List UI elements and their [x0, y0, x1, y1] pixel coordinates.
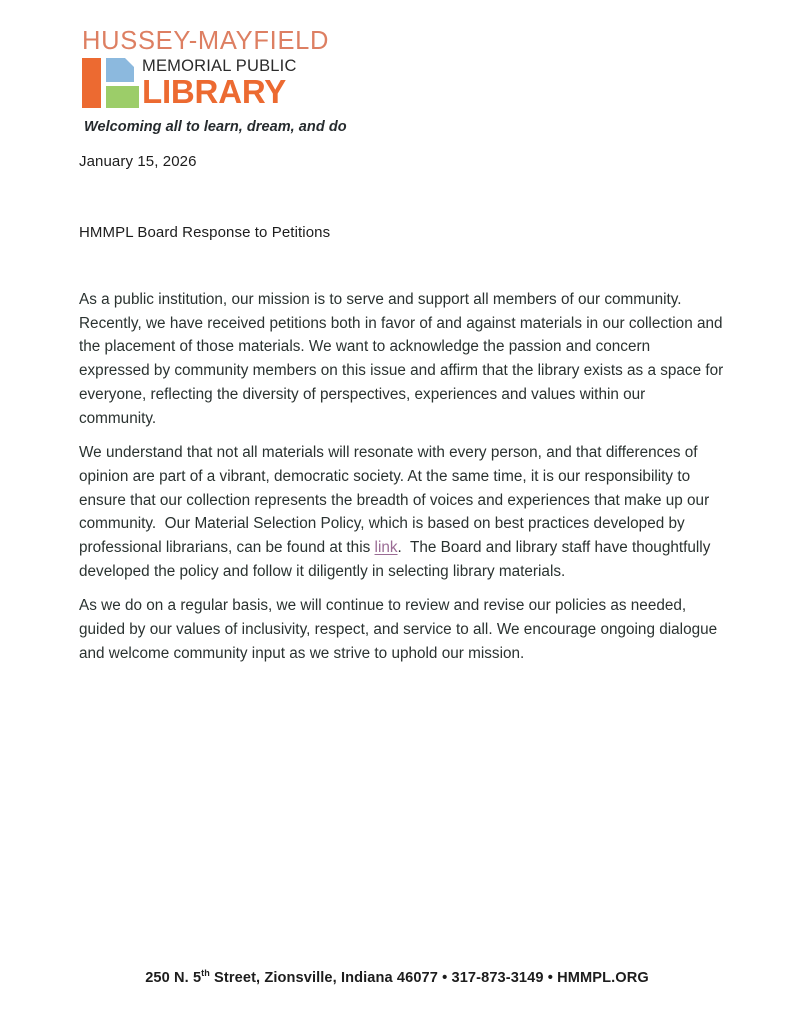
paragraph-2-text-before-link: We understand that not all materials will resonate with every person, and that differences of opinion are part of a vibrant, democratic society. At the same time, it is our responsibility to ensure that our collection represents the breadth of voices and experiences that make up our community. Our Material Selection Policy, which is based on best practices developed by professional librarians, can be found at this: [79, 444, 714, 557]
logo-wordmark-hussey-mayfield: HUSSEY-MAYFIELD: [82, 27, 330, 55]
logo-page-fold-corner-icon: [125, 58, 134, 67]
logo-wordmark-library: LIBRARY: [142, 73, 287, 111]
library-logo-icon: [82, 58, 134, 108]
footer-street-number: 250 N. 5: [145, 970, 202, 986]
letter-date: January 15, 2026: [79, 153, 197, 170]
footer-street-ordinal: th: [201, 968, 210, 979]
logo-wordmark-memorial-public: MEMORIAL PUBLIC: [142, 56, 297, 75]
footer-address-line: [0, 970, 794, 986]
footer-address-rest: Street, Zionsville, Indiana 46077 • 317-873-3149 • HMMPL.ORG: [209, 970, 649, 986]
letter-paragraph-3: As we do on a regular basis, we will continue to review and revise our policies as needed, guided by our values of inclusivity, respect, and service to all. We encourage ongoing dialogue and welcome community input as we strive to uphold our mission.: [79, 597, 722, 662]
logo-green-block-icon: [106, 86, 139, 108]
paragraph-2-text-after-link: . The Board and library staff have thoughtfully developed the policy and follow it diligently in selecting library materials.: [79, 539, 715, 580]
logo-orange-block-icon: [82, 58, 101, 108]
letter-paragraph-2: [79, 441, 724, 583]
letter-subject-line: HMMPL Board Response to Petitions: [79, 224, 331, 241]
letter-body: [79, 288, 728, 666]
logo-lockup: [82, 57, 412, 109]
logo-wordmark-group: [134, 57, 297, 109]
logo-blue-page-block-icon: [106, 58, 134, 82]
letter-paragraph-1: As a public institution, our mission is to serve and support all members of our community. Recently, we have received petitions both in favor of and against materials in our collection and the placement of those materials. We want to acknowledge the passion and concern expressed by community members on this issue and affirm that the library exists as a space for everyone, reflecting the diversity of perspectives, experiences and values within our community.: [79, 291, 728, 427]
letterhead-tagline: Welcoming all to learn, dream, and do: [84, 119, 347, 135]
letterhead: [82, 28, 412, 109]
material-selection-policy-link[interactable]: link: [374, 539, 398, 557]
